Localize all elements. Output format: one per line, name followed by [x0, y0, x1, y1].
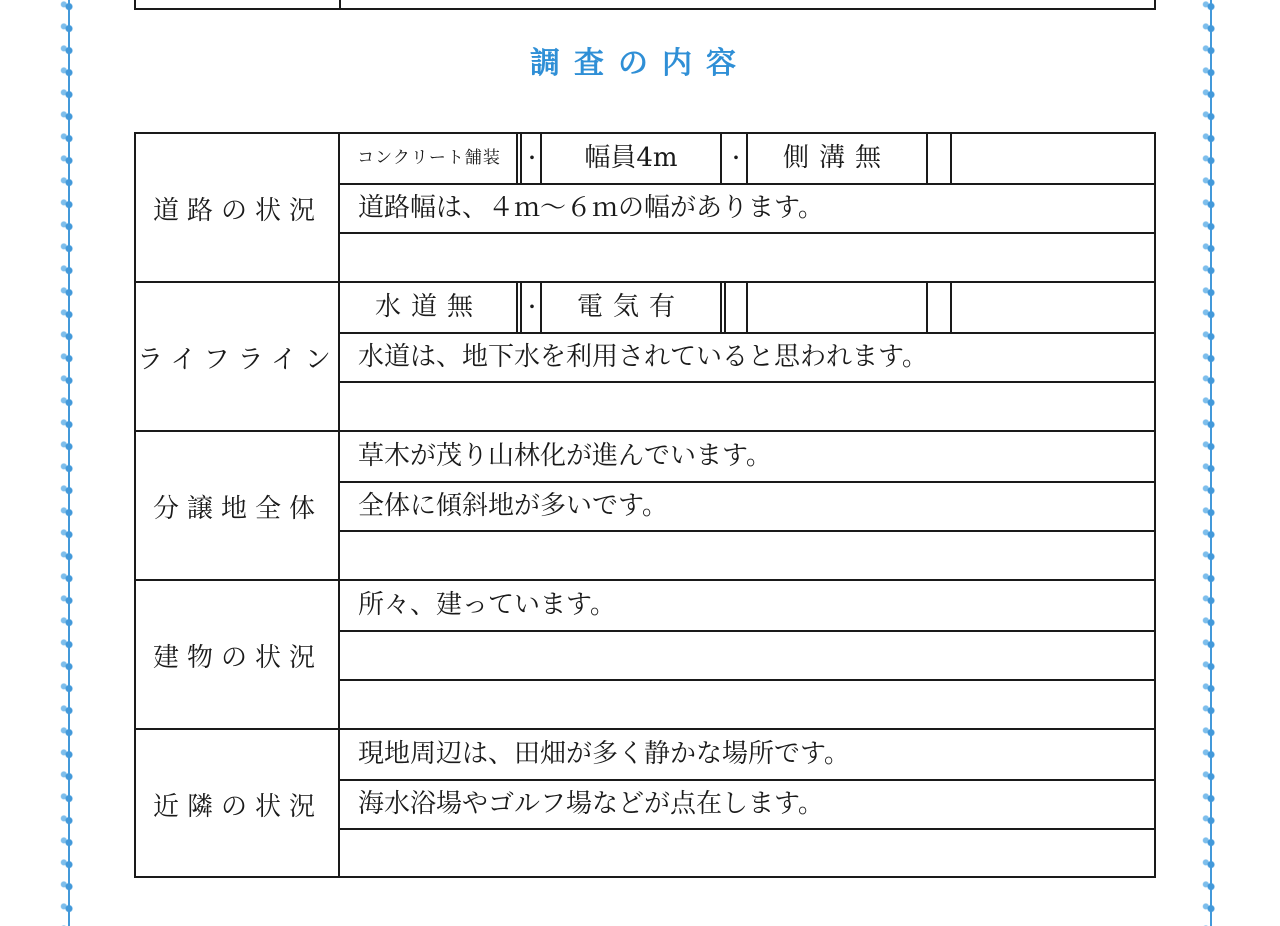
separator-dot: ・ [522, 146, 542, 170]
decorative-left-border [56, 0, 82, 926]
decorative-right-border [1198, 0, 1224, 926]
road-width: 幅員4m [584, 143, 678, 173]
road-gutter: 側溝無 [782, 143, 891, 173]
neighborhood-note-1: 現地周辺は、田畑が多く静かな場所です。 [358, 739, 850, 769]
road-pavement: コンクリート舗装 [357, 148, 501, 168]
lifeline-note-1: 水道は、地下水を利用されていると思われます。 [358, 342, 928, 372]
lifeline-electricity: 電気有 [576, 292, 685, 322]
buildings-note-1: 所々、建っています。 [358, 590, 616, 620]
separator-dot: ・ [522, 295, 542, 319]
road-label: 道路の状況 [152, 195, 323, 226]
lifeline-label: ライフライン [137, 344, 339, 375]
previous-table-fragment [134, 0, 1156, 10]
subdivision-note-1: 草木が茂り山林化が進んでいます。 [358, 441, 772, 471]
separator-dot: ・ [726, 146, 746, 170]
subdivision-label: 分譲地全体 [152, 493, 323, 524]
buildings-label: 建物の状況 [152, 642, 323, 673]
section-title: 調査の内容 [530, 46, 750, 81]
survey-table [134, 132, 1156, 878]
subdivision-note-2: 全体に傾斜地が多いです。 [358, 491, 668, 521]
lifeline-water: 水道無 [374, 292, 483, 322]
road-note-1: 道路幅は、４ｍ〜６ｍの幅があります。 [358, 193, 824, 223]
neighborhood-note-2: 海水浴場やゴルフ場などが点在します。 [358, 789, 824, 819]
neighborhood-label: 近隣の状況 [152, 791, 323, 822]
